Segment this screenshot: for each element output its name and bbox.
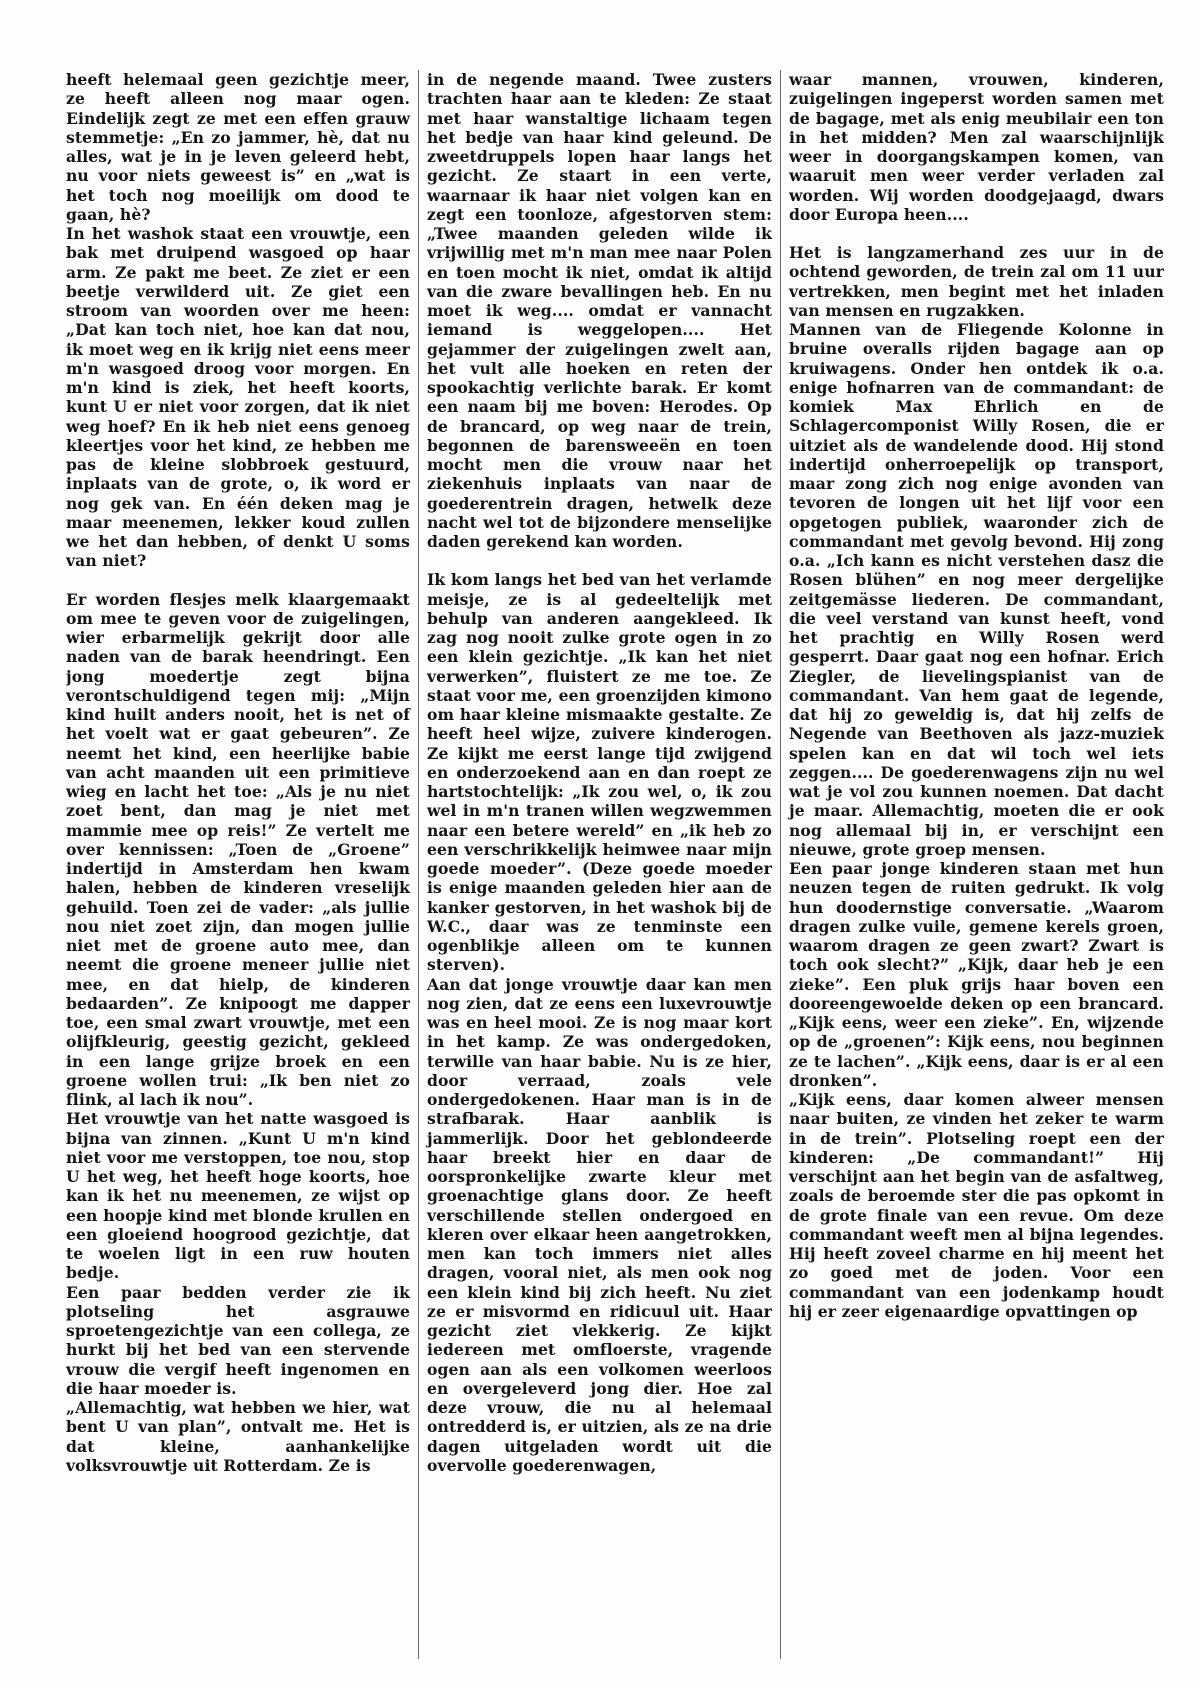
paragraph: „Kijk eens, daar komen alweer mensen naar buiten, ze vinden het zeker te warm in de trein”. Plotseling roept een der kinderen: „De commandant!” Hij verschijnt aan het begin van de asfaltweg, zoals de beroemde ster die pas opkomt in de grote finale van een revue. Om deze commandant weeft men al bijna legendes. Hij heeft zoveel charme en hij meent het zo goed met de joden. Voor een commandant van een jodenkamp houdt hij er zeer eigenaardige opvattingen op [789,1090,1164,1321]
paragraph: Een paar jonge kinderen staan met hun neuzen tegen de ruiten gedrukt. Ik volg hun doodernstige conversatie. „Waarom dragen zulke vuile, gemene kerels groen, waarom dragen ze geen zwart? Zwart is toch ook slecht?” „Kijk, daar heb je een zieke”. Een pluk grijs haar boven een dooreengewoelde deken op een brancard. „Kijk eens, weer een zieke”. En, wijzende op de „groenen”: Kijk eens, nou beginnen ze te lachen”. „Kijk eens, daar is er al een dronken”. [789,859,1164,1090]
column-1 [66,70,418,1659]
paragraph: Er worden flesjes melk klaargemaakt om mee te geven voor de zuigelingen, wier erbarmelijk gekrijt door alle naden van de barak heendringt. Een jong moedertje zegt bijna verontschuldigend tegen mij: „Mijn kind huilt anders nooit, het is net of het voelt wat er gaat gebeuren”. Ze neemt het kind, een heerlijke babie van acht maanden uit een primitieve wieg en lacht het toe: „Als je nu niet zoet bent, dan mag je niet met mammie mee op reis!” Ze vertelt me over kennissen: „Toen de „Groene” indertijd in Amsterdam hen kwam halen, hebben de kinderen vreselijk gehuild. Toen zei de vader: „als jullie nou niet zoet zijn, dan mogen jullie niet met de groene auto mee, dan neemt die groene meneer jullie niet mee, en dat hielp, de kinderen bedaarden”. Ze knipoogt me dapper toe, een smal zwart vrouwtje, met een olijfkleurig, geestig gezicht, gekleed in een lange grijze broek en een groene wollen trui: „Ik ben niet zo flink, al lach ik nou”. [66,589,410,1109]
text-columns [66,70,1164,1659]
paragraph: Ik kom langs het bed van het verlamde meisje, ze is al gedeeltelijk met behulp van anderen aangekleed. Ik zag nog nooit zulke grote ogen in zo een klein gezichtje. „Ik kan het niet verwerken”, fluistert ze me toe. Ze staat voor me, een groenzijden kimono om haar kleine mismaakte gestalte. Ze heeft heel wijze, zuivere kinderogen. Ze kijkt me eerst lange tijd zwijgend en onderzoekend aan en dan roept ze hartstochtelijk: „Ik zou wel, o, ik zou wel in m'n tranen willen wegzwemmen naar een betere wereld” en „ik heb zo een verschrikkelijk heimwee naar mijn goede moeder”. (Deze goede moeder is enige maanden geleden hier aan de kanker gestorven, in het washok bij de W.C., daar was ze tenminste een ogenblikje alleen om te kunnen sterven). [427,570,772,975]
paragraph: Een paar bedden verder zie ik plotseling het asgrauwe sproetengezichtje van een collega, ze hurkt bij het bed van een stervende vrouw die vergif heeft ingenomen en die haar moeder is. [66,1282,410,1398]
paragraph: heeft helemaal geen gezichtje meer, ze heeft alleen nog maar ogen. Eindelijk zegt ze met een effen grauw stemmetje: „En zo jammer, hè, dat nu alles, wat je in je leven geleerd hebt, nu voor niets geweest is” en „wat is het toch nog moeilijk om dood te gaan, hè? [66,70,410,224]
column-3 [780,70,1164,1659]
paragraph: waar mannen, vrouwen, kinderen, zuigelingen ingeperst worden samen met de bagage, met als enig meubilair een ton in het midden? Men zal waarschijnlijk weer in doorgangskampen komen, van waaruit men weer verder verladen zal worden. Wij worden doodgejaagd, dwars door Europa heen.... [789,70,1164,224]
paragraph: „Allemachtig, wat hebben we hier, wat bent U van plan”, ontvalt me. Het is dat kleine, aanhankelijke volksvrouwtje uit Rotterdam. Ze is [66,1398,410,1475]
paragraph: Aan dat jonge vrouwtje daar kan men nog zien, dat ze eens een luxevrouwtje was en heel mooi. Ze is nog maar kort in het kamp. Ze was ondergedoken, terwille van haar babie. Nu is ze hier, door verraad, zoals vele ondergedokenen. Haar man is in de strafbarak. Haar aanblik is jammerlijk. Door het geblondeerde haar breekt hier en daar de oorspronkelijke zwarte kleur met groenachtige glans door. Ze heeft verschillende stellen ondergoed en kleren over elkaar heen aangetrokken, men kan toch immers niet alles dragen, vooral niet, als men ook nog een klein kind bij zich heeft. Nu ziet ze er misvormd en ridicuul uit. Haar gezicht ziet vlekkerig. Ze kijkt iedereen met omfloerste, vragende ogen aan als een volkomen weerloos en overgeleverd jong dier. Hoe zal deze vrouw, die nu al helemaal ontredderd is, er uitzien, als ze na drie dagen uitgeladen wordt uit die overvolle goederenwagen, [427,974,772,1475]
column-2 [418,70,780,1659]
paragraph: Het vrouwtje van het natte wasgoed is bijna van zinnen. „Kunt U m'n kind niet voor me verstoppen, toe nou, stop U het weg, het heeft hoge koorts, hoe kan ik het nu meenemen, ze wijst op een hoopje kind met blonde krullen en een gloeiend hoogrood gezichtje, dat te woelen ligt in een ruw houten bedje. [66,1109,410,1283]
paragraph: Mannen van de Fliegende Kolonne in bruine overalls rijden bagage aan op kruiwagens. Onder hen ontdek ik o.a. enige hofnarren van de commandant: de komiek Max Ehrlich en de Schlagercomponist Willy Rosen, die er uitziet als de wandelende dood. Hij stond indertijd onherroepelijk op transport, maar zong zich nog enige avonden van tevoren de longen uit het lijf voor een opgetogen publiek, waaronder zich de commandant met gevolg bevond. Hij zong o.a. „Ich kann es nicht verstehen dasz die Rosen blühen” en nog meer dergelijke zeitgemässe liederen. De commandant, die veel verstand van kunst heeft, vond het prachtig en Willy Rosen werd gesperrt. Daar gaat nog een hofnar. Erich Ziegler, de lievelingspianist van de commandant. Van hem gaat de legende, dat hij zo geweldig is, dat hij zelfs de Negende van Beethoven als jazz-muziek spelen kan en dat wil toch wel iets zeggen.... De goederenwagens zijn nu wel wat je vol zou kunnen noemen. Dat dacht je maar. Allemachtig, moeten die er ook nog allemaal bij in, er verschijnt een nieuwe, grote groep mensen. [789,320,1164,859]
paragraph: In het washok staat een vrouwtje, een bak met druipend wasgoed op haar arm. Ze pakt me beet. Ze ziet er een beetje verwilderd uit. Ze giet een stroom van woorden over me heen: „Dat kan toch niet, hoe kan dat nou, ik moet weg en ik krijg niet eens meer m'n wasgoed droog voor morgen. En m'n kind is ziek, het heeft koorts, kunt U er niet voor zorgen, dat ik niet weg hoef? En ik heb niet eens genoeg kleertjes voor het kind, ze hebben me pas de kleine slobbroek gestuurd, inplaats van de grote, o, ik word er nog gek van. En één deken mag je maar meenemen, lekker koud zullen we het dan hebben, of denkt U soms van niet? [66,224,410,571]
paragraph: Het is langzamerhand zes uur in de ochtend geworden, de trein zal om 11 uur vertrekken, men begint met het inladen van mensen en rugzakken. [789,243,1164,320]
paragraph: in de negende maand. Twee zusters trachten haar aan te kleden: Ze staat met haar wanstaltige lichaam tegen het bedje van haar kind geleund. De zweetdruppels lopen haar langs het gezicht. Ze staart in een verte, waarnaar ik haar niet volgen kan en zegt een toonloze, afgestorven stem: „Twee maanden geleden wilde ik vrijwillig met m'n man mee naar Polen en toen mocht ik niet, omdat ik altijd van die zware bevallingen heb. En nu moet ik weg.... omdat er vannacht iemand is weggelopen.... Het gejammer der zuigelingen zwelt aan, het vult alle hoeken en reten der spookachtig verlichte barak. Er komt een naam bij me boven: Herodes. Op de brancard, op weg naar de trein, begonnen de barensweeën en toen mocht men die vrouw naar het ziekenhuis inplaats van naar de goederentrein dragen, hetwelk deze nacht wel tot de bijzondere menselijke daden gerekend kan worden. [427,70,772,551]
